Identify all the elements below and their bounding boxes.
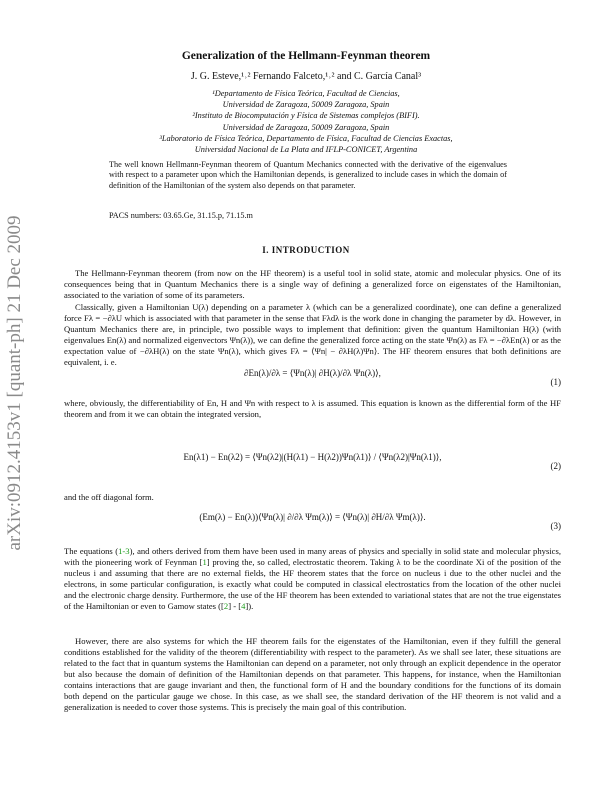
affiliation-line: Universidad de Zaragoza, 50009 Zaragoza, Spain xyxy=(222,100,390,110)
text-run: ]). xyxy=(245,601,254,611)
citation-link[interactable]: 2 xyxy=(223,601,229,611)
equation-number: (2) xyxy=(550,461,561,471)
paragraph: where, obviously, the differentiability of En, H and Ψn with respect to λ is assumed. This equation is known as the differential form of the HF theorem and from it we can obtain the integrated version, xyxy=(64,398,561,419)
text-run: ] - [ xyxy=(228,601,242,611)
paragraph: Classically, given a Hamiltonian U(λ) depending on a parameter λ (which can be a generalized coordinate), one can define a generalized force Fλ = −∂λU which is associated with that parameter in the sense that Fλdλ is the work done in changing the parameter by dλ. However, in Quantum Mechanics there are, in principle, two possible ways to implement that definition: given the quantum Hamiltonian H(λ) (with eigenvalues En(λ) and normalized eigenvectors Ψn(λ)), we can define the generalized force acting on the state Ψn(λ) as Fλ = −∂λEn(λ) or as the expectation value of −∂λH(λ) on the state Ψn(λ), which gives Fλ = ⟨Ψn| − ∂λH(λ)Ψn⟩. The HF theorem ensures that both definitions are equivalent, i. e. xyxy=(64,302,561,367)
affiliation-line: Universidad de Zaragoza, 50009 Zaragoza, Spain xyxy=(222,122,390,132)
paragraph: and the off diagonal form. xyxy=(64,492,154,502)
affiliation-line: ²Instituto de Biocomputación y Física de Sistemas complejos (BIFI). xyxy=(192,111,420,121)
equation-body: ∂En(λ)/∂λ = ⟨Ψn(λ)| ∂H(λ)/∂λ Ψn(λ)⟩, xyxy=(244,368,381,378)
equation-number: (1) xyxy=(550,377,561,387)
equation-body: En(λ1) − En(λ2) = ⟨Ψn(λ2)|(H(λ1) − H(λ2))Ψn(λ1)⟩ / ⟨Ψn(λ2)|Ψn(λ1)⟩, xyxy=(183,452,442,462)
equation-1 xyxy=(64,368,561,398)
citation-link[interactable]: 1-3 xyxy=(118,546,130,556)
text-run: The equations ( xyxy=(64,546,119,556)
equation-3 xyxy=(64,512,561,542)
citation-link[interactable]: 1 xyxy=(202,557,207,567)
paragraph xyxy=(64,546,561,612)
paragraph: However, there are also systems for which the HF theorem fails for the eigenstates of the Hamiltonian, even if they fulfill the general conditions established for the validity of the theorem (differentiability with respect to the parameter). As we shall see later, these situations are related to the fact that in quantum systems the Hamiltonian can depend on a parameter, not only through an explicit dependence in the operator but also because the domain of definition of the Hamiltonian depends on that parameter. This happens, for instance, when the Hamiltonian contains interactions that are gauge invariant and then, the functional form of H and the boundary conditions for the functions of its domain both depend on the particular gauge we chose. In this case, as we shall see, the standard derivation of the HF theorem is not valid and a generalization is needed to cover those systems. This is precisely the main goal of this contribution. xyxy=(64,636,561,712)
section-heading: I. INTRODUCTION xyxy=(262,245,350,255)
affiliation-line: ³Laboratorio de Física Teórica, Departamento de Física, Facultad de Ciencias Exactas, xyxy=(159,133,453,143)
paragraph: The Hellmann-Feynman theorem (from now on the HF theorem) is a useful tool in solid state, atomic and molecular physics. One of its consequences being that in Quantum Mechanics there is a single way of defining a generalized force on eigenstates of the Hamiltonian, associated to the variation of some of its parameters. xyxy=(64,268,561,300)
equation-body: (Em(λ) − En(λ))⟨Ψn(λ)| ∂/∂λ Ψm(λ)⟩ = ⟨Ψn(λ)| ∂H/∂λ Ψm(λ)⟩. xyxy=(199,512,426,522)
authors: J. G. Esteve,¹˒² Fernando Falceto,¹˒² and C. García Canal³ xyxy=(190,71,422,82)
affiliation-line: ¹Departamento de Física Teórica, Facultad de Ciencias, xyxy=(212,89,400,98)
text-run: ), and others derived from them have been used in many areas of physics and specially in solid state and molecular physics, with the pioneering work of Feynman [ xyxy=(64,546,561,567)
citation-link[interactable]: 4 xyxy=(241,601,246,611)
equation-number: (3) xyxy=(550,521,561,531)
paper-title: Generalization of the Hellmann-Feynman theorem xyxy=(181,50,431,62)
equation-2 xyxy=(64,452,561,482)
pacs-numbers: PACS numbers: 03.65.Ge, 31.15.p, 71.15.m xyxy=(109,211,253,220)
affiliation-line: Universidad Nacional de La Plata and IFLP-CONICET, Argentina xyxy=(194,145,418,155)
arxiv-stamp: arXiv:0912.4153v1 [quant-ph] 21 Dec 2009 xyxy=(4,214,25,551)
text-run: ] proving the, so called, electrostatic theorem. Taking λ to be the coordinate Xi of the position of the nucleus i and assuming that there are no external fields, the HF theorem states that the force on nucleus i due to the other nuclei and the electrons, in some particular configuration, is exactly what could be computed in classical electrostatics from the location of the other nuclei and the electronic charge density. Furthermore, the use of the HF theorem has been extended to variational states that are not the true eigenstates of the Hamiltonian or even to Gamow states ([ xyxy=(64,557,561,611)
affiliations xyxy=(0,88,612,155)
abstract: The well known Hellmann-Feynman theorem of Quantum Mechanics connected with the derivative of the eigenvalues with respect to a parameter upon which the Hamiltonian depends, is generalized to include cases in which the domain of definition of the Hamiltonian of the system also depends on that parameter. xyxy=(109,160,507,190)
